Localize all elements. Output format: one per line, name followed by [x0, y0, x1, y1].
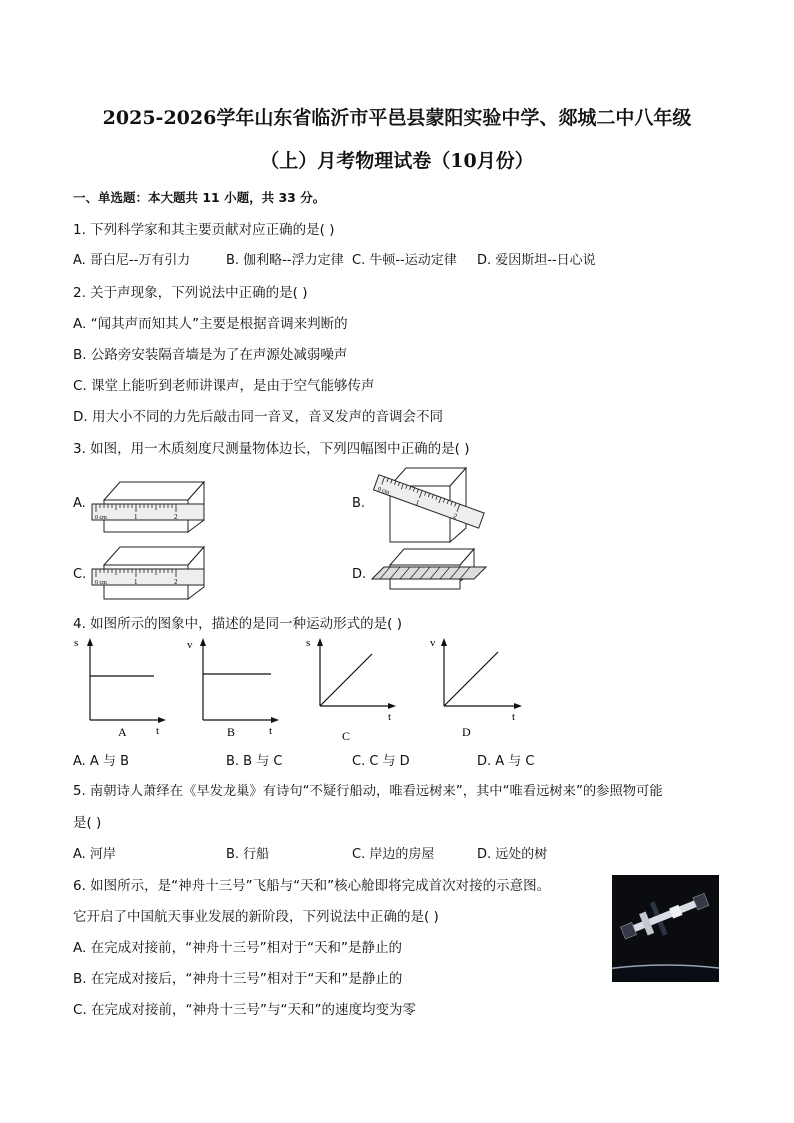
q3-label-b: B.: [352, 496, 366, 511]
q2-option-b: B. 公路旁安装隔音墙是为了在声源处减弱噪声: [73, 347, 348, 363]
q5-option-b: B. 行船: [226, 847, 270, 862]
section-heading: 一、单选题：本大题共 11 小题，共 33 分。: [73, 190, 326, 205]
q4-option-d: D. A 与 C: [477, 754, 535, 769]
q5-stem-line1: 5. 南朝诗人萧绎在《早发龙巢》有诗句“不疑行船动，唯看远树来”，其中“唯看远树来”的参照物可能: [73, 784, 663, 799]
graph-d: [424, 634, 528, 744]
ruler-tick-1: 1: [414, 498, 421, 507]
q5-option-c: C. 岸边的房屋: [352, 847, 435, 862]
q6-stem-line2: 它开启了中国航天事业发展的新阶段，下列说法中正确的是( ): [73, 909, 439, 925]
q3-label-c: C.: [73, 567, 87, 582]
graph-b-name: B: [227, 725, 236, 739]
graph-b-ylabel: v: [187, 639, 193, 651]
graph-c-line: [320, 654, 372, 706]
graph-b-xlabel: t: [269, 725, 273, 737]
ruler-tick-2: 2: [174, 578, 178, 586]
graph-c-name: C: [342, 729, 351, 743]
q3-stem: 3. 如图，用一木质刻度尺测量物体边长，下列四幅图中正确的是( ): [73, 441, 470, 457]
q4-stem: 4. 如图所示的图象中，描述的是同一种运动形式的是( ): [73, 616, 402, 632]
graph-d-name: D: [462, 725, 471, 739]
ruler-unit-label: 0 cm: [95, 515, 107, 521]
graph-b: [183, 634, 283, 742]
q5-option-d: D. 远处的树: [477, 847, 548, 862]
graph-c-ylabel: s: [306, 637, 311, 649]
graph-d-xlabel: t: [512, 711, 516, 723]
ruler-figure-b: [370, 464, 492, 544]
q2-option-d: D. 用大小不同的力先后敲击同一音叉，音叉发声的音调会不同: [73, 409, 443, 425]
q1-option-b: B. 伽利略--浮力定律: [226, 253, 344, 268]
q1-option-d: D. 爱因斯坦--日心说: [477, 253, 596, 268]
q2-option-a: A. “闻其声而知其人”主要是根据音调来判断的: [73, 316, 348, 332]
graph-c-xlabel: t: [388, 711, 392, 723]
ruler-unit-label: 0 cm: [376, 486, 391, 497]
ruler-tick-1: 1: [134, 578, 138, 586]
q1-option-c: C. 牛顿--运动定律: [352, 253, 457, 268]
q6-option-b: B. 在完成对接后，“神舟十三号”相对于“天和”是静止的: [73, 971, 403, 987]
q5-stem-line2: 是( ): [73, 815, 102, 831]
ruler-figure-c: [90, 543, 210, 608]
space-station-image: [612, 875, 719, 982]
q3-label-d: D.: [352, 567, 367, 582]
q4-option-c: C. C 与 D: [352, 754, 410, 769]
graph-c: [300, 634, 400, 744]
q1-option-a: A. 哥白尼--万有引力: [73, 253, 191, 268]
ruler-tick-2: 2: [174, 513, 178, 521]
q2-stem: 2. 关于声现象，下列说法中正确的是( ): [73, 285, 308, 301]
q2-option-c: C. 课堂上能听到老师讲课声，是由于空气能够传声: [73, 378, 375, 394]
q3-label-a: A.: [73, 496, 86, 511]
graph-d-ylabel: v: [430, 637, 436, 649]
ruler-unit-label: 0 cm: [95, 580, 107, 586]
q6-stem-line1: 6. 如图所示，是“神舟十三号”飞船与“天和”核心舱即将完成首次对接的示意图。: [73, 878, 551, 894]
graph-a: [70, 634, 170, 742]
page-title-line1: 2025-2026学年山东省临沂市平邑县蒙阳实验中学、郯城二中八年级: [102, 107, 692, 129]
page-title-line2: （上）月考物理试卷（10月份）: [260, 150, 534, 172]
graph-d-line: [444, 652, 498, 706]
ruler-figure-d: [370, 545, 492, 605]
q4-option-b: B. B 与 C: [226, 754, 283, 769]
ruler-figure-a: [90, 470, 210, 535]
ruler-tick-1: 1: [134, 513, 138, 521]
q6-option-c: C. 在完成对接前，“神舟十三号”与“天和”的速度均变为零: [73, 1002, 416, 1018]
ruler-tick-2: 2: [452, 511, 459, 521]
q1-stem: 1. 下列科学家和其主要贡献对应正确的是( ): [73, 222, 335, 238]
q5-option-a: A. 河岸: [73, 847, 116, 862]
graph-a-name: A: [118, 725, 127, 739]
q4-option-a: A. A 与 B: [73, 754, 130, 769]
q6-option-a: A. 在完成对接前，“神舟十三号”相对于“天和”是静止的: [73, 940, 403, 956]
graph-a-xlabel: t: [156, 725, 160, 737]
graph-a-ylabel: s: [74, 637, 79, 649]
